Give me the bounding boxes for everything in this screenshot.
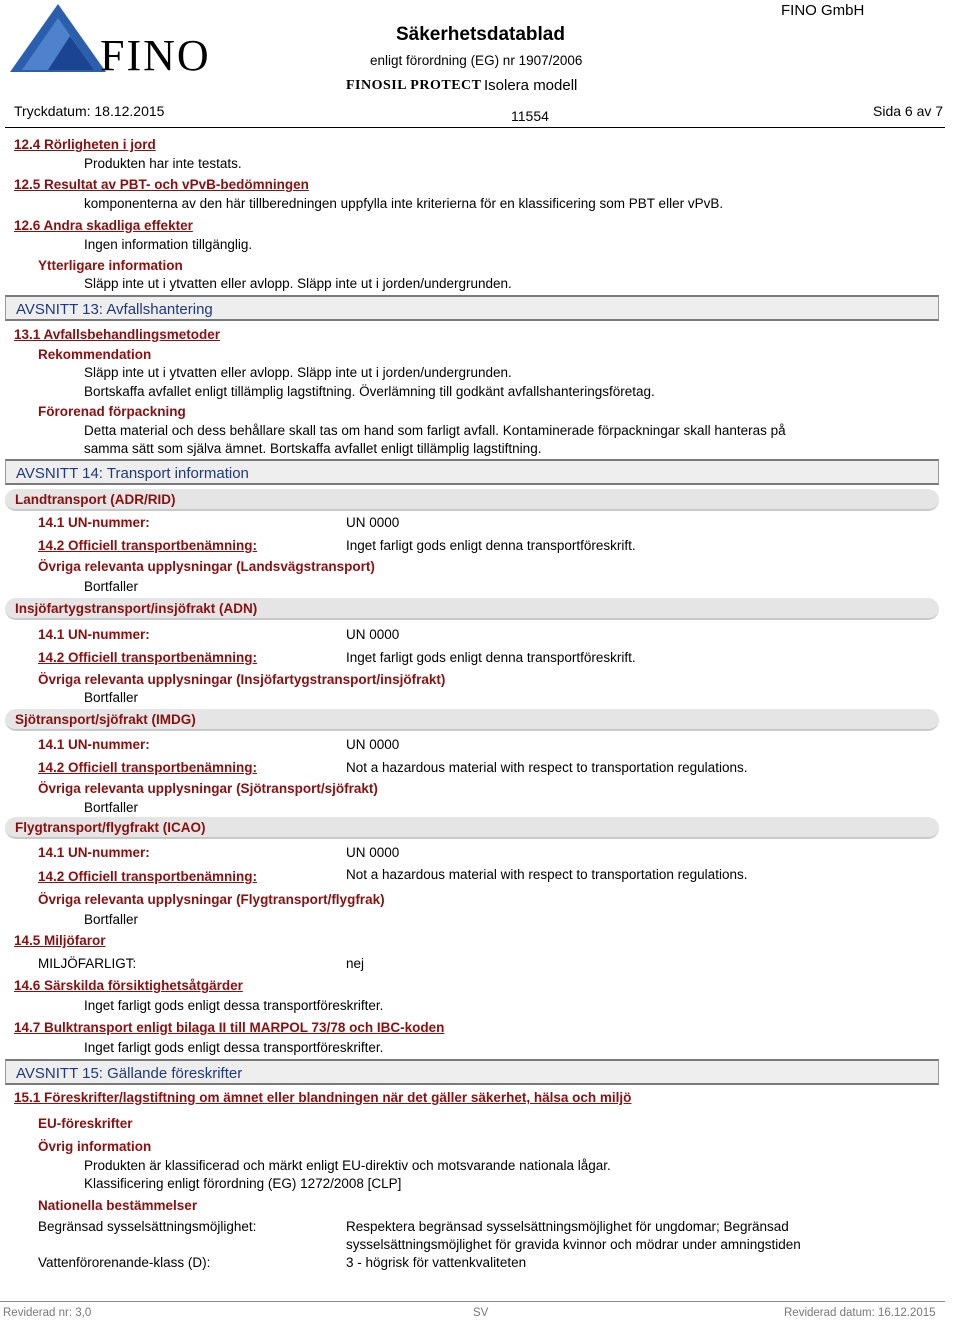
value-env: nej <box>346 956 365 971</box>
label-name: 14.2 Officiell transportbenämning: <box>38 760 258 775</box>
logo-text: FINO <box>100 31 211 80</box>
section-14-title: AVSNITT 14: Transport information <box>16 465 249 482</box>
subheader-air-title: Flygtransport/flygfrakt (ICAO) <box>15 820 206 835</box>
heading-14-7: 14.7 Bulktransport enligt bilaga II till MARPOL 73/78 och IBC-koden <box>14 1020 445 1035</box>
text-rec-1: Släpp inte ut i ytvatten eller avlopp. Släpp inte ut i jorden/undergrunden. <box>84 365 512 380</box>
label-un: 14.1 UN-nummer: <box>38 515 150 530</box>
label-un: 14.1 UN-nummer: <box>38 737 150 752</box>
footer-divider <box>0 1301 945 1302</box>
heading-other-info: Övrig information <box>38 1139 152 1154</box>
value-un: UN 0000 <box>346 845 400 860</box>
value-un: UN 0000 <box>346 737 400 752</box>
product-number: 11554 <box>511 108 549 124</box>
text-other-1: Produkten är klassificerad och märkt enligt EU-direktiv och motsvarande nationala lågar. <box>84 1158 611 1173</box>
subheader-air <box>5 817 939 839</box>
heading-national: Nationella bestämmelser <box>38 1198 198 1213</box>
product-name: Isolera modell <box>484 77 578 94</box>
section-15-title: AVSNITT 15: Gällande föreskrifter <box>16 1065 243 1082</box>
text-rec-2: Bortskaffa avfallet enligt tillämplig lagstiftning. Överlämning till godkänt avfallshanteringsföretag. <box>84 384 655 399</box>
value-other: Bortfaller <box>84 800 139 815</box>
label-name: 14.2 Officiell transportbenämning: <box>38 650 258 665</box>
value-name: Not a hazardous material with respect to transportation regulations. <box>346 760 748 775</box>
value-name: Not a hazardous material with respect to transportation regulations. <box>346 867 748 882</box>
value-other: Bortfaller <box>84 579 139 594</box>
text-pack-2: samma sätt som själva ämnet. Bortskaffa avfallet enligt tillämplig lagstiftning. <box>84 441 542 456</box>
text-12-4: Produkten har inte testats. <box>84 156 242 171</box>
product-brand: FINOSIL PROTECT <box>346 78 482 93</box>
footer-revision-date: Reviderad datum: 16.12.2015 <box>784 1307 936 1319</box>
footer-revision: Reviderad nr: 3,0 <box>3 1307 92 1319</box>
value-other: Bortfaller <box>84 690 139 705</box>
section-13-header <box>5 295 939 321</box>
value-un: UN 0000 <box>346 627 400 642</box>
section-13-title: AVSNITT 13: Avfallshantering <box>16 301 213 318</box>
section-15-header <box>5 1059 939 1085</box>
text-14-7: Inget farligt gods enligt dessa transportföreskrifter. <box>84 1040 384 1055</box>
footer-language: SV <box>473 1307 489 1319</box>
label-other: Övriga relevanta upplysningar (Insjöfartygstransport/insjöfrakt) <box>38 672 446 687</box>
heading-12-4: 12.4 Rörligheten i jord <box>14 137 156 152</box>
heading-eu: EU-föreskrifter <box>38 1116 133 1131</box>
label-other: Övriga relevanta upplysningar (Landsvägstransport) <box>38 559 375 574</box>
heading-13-1: 13.1 Avfallsbehandlingsmetoder <box>14 327 221 342</box>
label-env: MILJÖFARLIGT: <box>38 956 137 971</box>
subheader-land <box>5 489 939 511</box>
heading-recommendation: Rekommendation <box>38 347 152 362</box>
text-more-info: Släpp inte ut i ytvatten eller avlopp. Släpp inte ut i jorden/undergrunden. <box>84 276 512 291</box>
heading-12-5: 12.5 Resultat av PBT- och vPvB-bedömningen <box>14 177 309 192</box>
label-water: Vattenförorenande-klass (D): <box>38 1255 211 1270</box>
regulation-text: enligt förordning (EG) nr 1907/2006 <box>370 53 583 68</box>
heading-12-6: 12.6 Andra skadliga effekter <box>14 218 193 233</box>
subheader-sea-title: Sjötransport/sjöfrakt (IMDG) <box>15 712 196 727</box>
fino-logo-icon <box>8 2 108 74</box>
text-12-6: Ingen information tillgänglig. <box>84 237 253 252</box>
header-divider <box>5 127 945 128</box>
text-pack-1: Detta material och dess behållare skall tas om hand som farligt avfall. Kontaminerade förpackningar skall hanteras på <box>84 423 786 438</box>
value-un: UN 0000 <box>346 515 400 530</box>
print-date: Tryckdatum: 18.12.2015 <box>14 103 165 119</box>
heading-packaging: Förorenad förpackning <box>38 404 186 419</box>
value-work-2: sysselsättningsmöjlighet för gravida kvinnor och mödrar under amningstiden <box>346 1237 801 1252</box>
section-14-header <box>5 459 939 485</box>
label-other: Övriga relevanta upplysningar (Sjötransport/sjöfrakt) <box>38 781 378 796</box>
value-other: Bortfaller <box>84 912 139 927</box>
label-un: 14.1 UN-nummer: <box>38 845 150 860</box>
value-work-1: Respektera begränsad sysselsättningsmöjlighet för ungdomar; Begränsad <box>346 1219 789 1234</box>
text-other-2: Klassificering enligt förordning (EG) 1272/2008 [CLP] <box>84 1176 402 1191</box>
heading-14-5: 14.5 Miljöfaror <box>14 933 106 948</box>
value-name: Inget farligt gods enligt denna transportföreskrift. <box>346 538 636 553</box>
heading-14-6: 14.6 Särskilda försiktighetsåtgärder <box>14 978 243 993</box>
subheader-inland-title: Insjöfartygstransport/insjöfrakt (ADN) <box>15 601 258 616</box>
value-water: 3 - högrisk för vattenkvaliteten <box>346 1255 527 1270</box>
heading-15-1: 15.1 Föreskrifter/lagstiftning om ämnet eller blandningen när det gäller säkerhet, hälsa och miljö <box>14 1090 632 1105</box>
subheader-sea <box>5 709 939 731</box>
label-other: Övriga relevanta upplysningar (Flygtransport/flygfrak) <box>38 892 385 907</box>
text-14-6: Inget farligt gods enligt dessa transportföreskrifter. <box>84 998 384 1013</box>
page-number: Sida 6 av 7 <box>873 103 944 119</box>
document-title: Säkerhetsdatablad <box>396 24 565 45</box>
text-12-5: komponenterna av den här tillberedningen uppfylla inte kriterierna för en klassificering som PBT eller vPvB. <box>84 196 724 211</box>
subheader-inland <box>5 598 939 620</box>
label-name: 14.2 Officiell transportbenämning: <box>38 538 258 553</box>
value-name: Inget farligt gods enligt denna transportföreskrift. <box>346 650 636 665</box>
label-name: 14.2 Officiell transportbenämning: <box>38 869 258 884</box>
label-work: Begränsad sysselsättningsmöjlighet: <box>38 1219 257 1234</box>
company-name: FINO GmbH <box>781 2 865 19</box>
subheader-land-title: Landtransport (ADR/RID) <box>15 492 176 507</box>
heading-more-info: Ytterligare information <box>38 258 183 273</box>
label-un: 14.1 UN-nummer: <box>38 627 150 642</box>
